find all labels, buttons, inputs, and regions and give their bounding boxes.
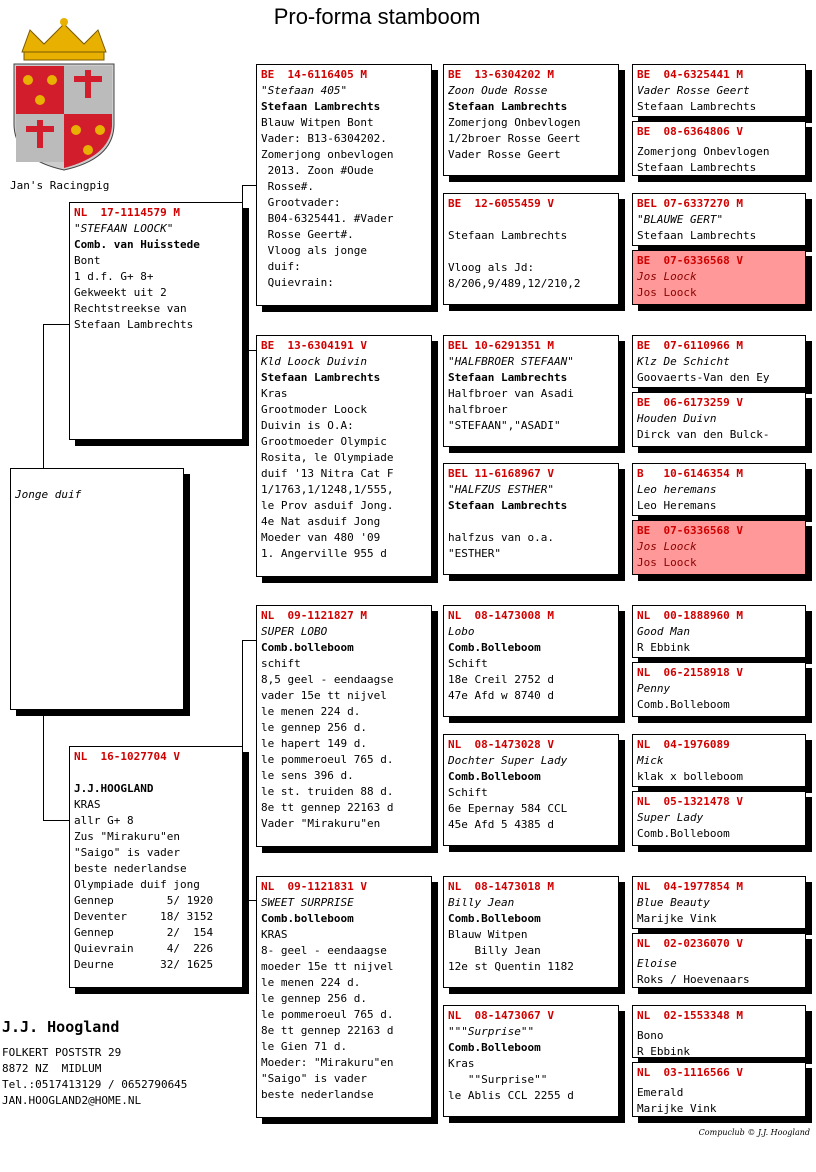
pigeon-name: Super Lady xyxy=(637,811,704,824)
note-line: "Saigo" is vader xyxy=(261,1072,367,1085)
connector xyxy=(436,130,437,230)
note-line: Olympiade duif jong xyxy=(74,878,200,891)
notes xyxy=(74,797,238,973)
note-line: 1. Angerville 955 d xyxy=(261,547,387,560)
owner-name: Comb.Bolleboom xyxy=(637,698,730,711)
pigeon-name: Kld Loock Duivin xyxy=(261,355,367,368)
pedigree-card-mmm xyxy=(443,1005,619,1117)
note-line: Rosse Geert#. xyxy=(261,228,354,241)
pedigree-card-fm xyxy=(256,335,432,577)
ring-number: BE 13-6304202 M xyxy=(448,68,554,81)
note-line: Grootmoeder Olympic xyxy=(261,435,387,448)
note-line: Gennep 5/ 1920 xyxy=(74,894,214,907)
note-line: Vader: B13-6304202. xyxy=(261,132,387,145)
note-line: le menen 224 d. xyxy=(261,705,361,718)
note-line: Schift xyxy=(448,657,488,670)
ring-number: NL 02-1553348 M xyxy=(637,1009,743,1022)
pigeon-name: "HALFZUS ESTHER" xyxy=(448,483,554,496)
note-line: Billy Jean xyxy=(448,944,541,957)
connector xyxy=(624,100,625,150)
note-line xyxy=(448,514,614,530)
notes xyxy=(448,115,614,163)
note-line: Kras xyxy=(448,1057,475,1070)
connector xyxy=(624,500,625,550)
pedigree-card-ffm xyxy=(443,193,619,305)
owner-name: R Ebbink xyxy=(637,641,690,654)
note-line: le st. truiden 88 d. xyxy=(261,785,394,798)
owner-name: Stefaan Lambrechts xyxy=(448,100,568,113)
pigeon-name: Zoon Oude Rosse xyxy=(448,84,548,97)
crest-caption: Jan's Racingpig xyxy=(10,179,110,192)
connector xyxy=(43,820,69,821)
ring-number: NL 09-1121827 M xyxy=(261,609,367,622)
ring-number: NL 02-0236070 V xyxy=(637,937,743,950)
note-line: Blauw Witpen Bont xyxy=(261,116,374,129)
pigeon-name: "Stefaan 405" xyxy=(261,84,348,97)
note-line: KRAS xyxy=(74,798,101,811)
note-line: Vloog als Jd: xyxy=(448,261,535,274)
notes xyxy=(448,656,614,704)
notes xyxy=(261,927,427,1103)
owner-name: Stefaan Lambrechts xyxy=(448,499,568,512)
owner-name: Jos Loock xyxy=(637,556,697,569)
note-line: Gennep 2/ 154 xyxy=(74,926,214,939)
pedigree-card-father xyxy=(69,202,243,440)
note-line: Schift xyxy=(448,786,488,799)
connector xyxy=(43,324,69,325)
note-line: halfzus van o.a. xyxy=(448,531,554,544)
note-line: 4e Nat asduif Jong xyxy=(261,515,381,528)
owner-name: Comb.Bolleboom xyxy=(448,770,541,783)
note-line: "ESTHER" xyxy=(448,547,501,560)
ring-number: BE 07-6336568 V xyxy=(637,254,743,267)
pedigree-card-mm xyxy=(256,876,432,1118)
pigeon-name: Eloise xyxy=(637,957,677,970)
note-line: Quievrain 4/ 226 xyxy=(74,942,214,955)
note-line: le pommeroeul 765 d. xyxy=(261,1008,394,1021)
note-line: moeder 15e tt nijvel xyxy=(261,960,394,973)
note-line: 2013. Zoon #Oude xyxy=(261,164,374,177)
connector xyxy=(242,640,243,750)
ring-number: NL 08-1473067 V xyxy=(448,1009,554,1022)
pedigree-card-mother xyxy=(69,746,243,988)
connector xyxy=(242,350,256,351)
owner-name: Roks / Hoevenaars xyxy=(637,973,750,986)
breeder-address xyxy=(2,1045,187,1109)
note-line: halfbroer xyxy=(448,403,508,416)
owner-name: Dirck van den Bulck- xyxy=(637,428,770,441)
owner-name: Stefaan Lambrechts xyxy=(637,161,757,174)
connector xyxy=(436,660,437,770)
owner-name: J.J.HOOGLAND xyxy=(74,782,154,795)
notes xyxy=(261,656,427,832)
note-line: "STEFAAN","ASADI" xyxy=(448,419,561,432)
notes xyxy=(448,1056,614,1104)
note-line: Rechtstreekse van xyxy=(74,302,187,315)
pigeon-name: Billy Jean xyxy=(448,896,515,909)
note-line: vader 15e tt nijvel xyxy=(261,689,387,702)
note-line: 47e Afd w 8740 d xyxy=(448,689,554,702)
owner-name: Marijke Vink xyxy=(637,1102,717,1115)
note-line: Zomerjong onbevlogen xyxy=(261,148,394,161)
ring-number: NL 03-1116566 V xyxy=(637,1066,743,1079)
note-line: Vloog als jonge xyxy=(261,244,367,257)
connector xyxy=(242,185,256,186)
pedigree-card-g14 xyxy=(632,933,806,988)
pedigree-card-g7 xyxy=(632,463,806,516)
pigeon-name: Mick xyxy=(637,754,664,767)
note-line: "Saigo" is vader xyxy=(74,846,180,859)
note-line: schift xyxy=(261,657,301,670)
notes xyxy=(448,785,614,833)
pigeon-name: Zomerjong Onbevlogen xyxy=(637,145,770,158)
note-line: le gennep 256 d. xyxy=(261,992,367,1005)
owner-name: Marijke Vink xyxy=(637,912,717,925)
note-line: Kras xyxy=(261,387,288,400)
note-line: Zus "Mirakuru"en xyxy=(74,830,180,843)
subject-card xyxy=(10,468,184,710)
owner-name: klak x bolleboom xyxy=(637,770,743,783)
ring-number: NL 04-1976089 xyxy=(637,738,730,751)
pedigree-card-g10 xyxy=(632,662,806,717)
note-line: JAN.HOOGLAND2@HOME.NL xyxy=(2,1094,142,1107)
connector xyxy=(436,390,437,510)
note-line: le Prov asduif Jong. xyxy=(261,499,394,512)
ring-number: NL 17-1114579 M xyxy=(74,206,180,219)
owner-name: Comb.bolleboom xyxy=(261,912,354,925)
note-line: le pommeroeul 765 d. xyxy=(261,753,394,766)
pedigree-card-g4 xyxy=(632,250,806,305)
ring-number: NL 08-1473008 M xyxy=(448,609,554,622)
ring-number: BE 13-6304191 V xyxy=(261,339,367,352)
note-line: 8872 NZ MIDLUM xyxy=(2,1062,102,1075)
copyright: Compuclub © J.J. Hoogland xyxy=(698,1128,810,1137)
note-line: B04-6325441. #Vader xyxy=(261,212,394,225)
pigeon-name: SUPER LOBO xyxy=(261,625,328,638)
connector xyxy=(436,930,437,1040)
note-line: ""Surprise"" xyxy=(448,1073,548,1086)
note-line: le Gien 71 d. xyxy=(261,1040,348,1053)
notes xyxy=(448,514,614,562)
note-line: Zomerjong Onbevlogen xyxy=(448,116,581,129)
note-line: Stefaan Lambrechts xyxy=(448,229,568,242)
note-line: Tel.:0517413129 / 0652790645 xyxy=(2,1078,188,1091)
connector xyxy=(624,910,625,960)
note-line: Vader "Mirakuru"en xyxy=(261,817,381,830)
pigeon-name: SWEET SURPRISE xyxy=(261,896,354,909)
pedigree-card-ff xyxy=(256,64,432,306)
pigeon-name: Vader Rosse Geert xyxy=(637,84,750,97)
owner-name: Stefaan Lambrechts xyxy=(448,371,568,384)
ring-number: NL 06-2158918 V xyxy=(637,666,743,679)
pigeon-name: "BLAUWE GERT" xyxy=(637,213,724,226)
note-line: Bont xyxy=(74,254,101,267)
note-line: Quievrain: xyxy=(261,276,334,289)
ring-number: NL 05-1321478 V xyxy=(637,795,743,808)
pigeon-name: "STEFAAN LOOCK" xyxy=(74,222,174,235)
note-line: 8- geel - eendaagse xyxy=(261,944,387,957)
ring-number: NL 04-1977854 M xyxy=(637,880,743,893)
ring-number: BE 04-6325441 M xyxy=(637,68,743,81)
note-line: 1 d.f. G+ 8+ xyxy=(74,270,154,283)
ring-number: BE 07-6110966 M xyxy=(637,339,743,352)
owner-name: Comb.Bolleboom xyxy=(637,827,730,840)
pigeon-name: Jos Loock xyxy=(637,270,697,283)
connector xyxy=(624,225,625,275)
note-line: 45e Afd 5 4385 d xyxy=(448,818,554,831)
ring-number: BE 14-6116405 M xyxy=(261,68,367,81)
breeder-name: J.J. Hoogland xyxy=(2,1018,120,1036)
note-line: 6e Epernay 584 CCL xyxy=(448,802,568,815)
connector xyxy=(43,324,44,468)
pedigree-card-g9 xyxy=(632,605,806,658)
pedigree-card-fmm xyxy=(443,463,619,575)
note-line: le sens 396 d. xyxy=(261,769,354,782)
pigeon-name: Blue Beauty xyxy=(637,896,710,909)
connector xyxy=(624,640,625,690)
owner-name: Goovaerts-Van den Ey xyxy=(637,371,770,384)
owner-name: Comb.bolleboom xyxy=(261,641,354,654)
note-line: 8e tt gennep 22163 d xyxy=(261,801,394,814)
pedigree-card-g12 xyxy=(632,791,806,846)
note-line: Vader Rosse Geert xyxy=(448,148,561,161)
note-line: 1/1763,1/1248,1/555, xyxy=(261,483,394,496)
note-line: Grootmoder Loock xyxy=(261,403,367,416)
note-line: 8,5 geel - eendaagse xyxy=(261,673,394,686)
note-line: le gennep 256 d. xyxy=(261,721,367,734)
note-line: Blauw Witpen xyxy=(448,928,528,941)
pedigree-card-g2 xyxy=(632,121,806,176)
connector xyxy=(43,710,44,820)
ring-number: BEL 07-6337270 M xyxy=(637,197,743,210)
owner-name: Leo Heremans xyxy=(637,499,717,512)
pigeon-name: Dochter Super Lady xyxy=(448,754,568,767)
pigeon-name: Jos Loock xyxy=(637,540,697,553)
note-line: duif '13 Nitra Cat F xyxy=(261,467,394,480)
note-line: Duivin is O.A: xyxy=(261,419,354,432)
pedigree-card-g3 xyxy=(632,193,806,246)
ring-number: NL 00-1888960 M xyxy=(637,609,743,622)
ring-number: BE 12-6055459 V xyxy=(448,197,554,210)
note-line: allr G+ 8 xyxy=(74,814,134,827)
note-line: 8e tt gennep 22163 d xyxy=(261,1024,394,1037)
ring-number: NL 08-1473018 M xyxy=(448,880,554,893)
owner-name: Stefaan Lambrechts xyxy=(637,229,757,242)
notes xyxy=(261,115,427,291)
pedigree-card-g1 xyxy=(632,64,806,117)
ring-number: NL 09-1121831 V xyxy=(261,880,367,893)
note-line: KRAS xyxy=(261,928,288,941)
pedigree-card-g16 xyxy=(632,1062,806,1117)
pigeon-name: Good Man xyxy=(637,625,690,638)
pedigree-card-mf xyxy=(256,605,432,847)
ring-number: BE 06-6173259 V xyxy=(637,396,743,409)
note-line: Rosse#. xyxy=(261,180,314,193)
page-title: Pro-forma stamboom xyxy=(273,4,481,29)
note-line: le Ablis CCL 2255 d xyxy=(448,1089,574,1102)
notes xyxy=(448,927,614,975)
pedigree-card-g13 xyxy=(632,876,806,929)
owner-name: Stefaan Lambrechts xyxy=(261,100,381,113)
note-line: Deventer 18/ 3152 xyxy=(74,910,214,923)
ring-number: BEL 11-6168967 V xyxy=(448,467,554,480)
note-line: Deurne 32/ 1625 xyxy=(74,958,214,971)
note-line: beste nederlandse xyxy=(261,1088,374,1101)
pedigree-card-mmf xyxy=(443,876,619,988)
note-line: Stefaan Lambrechts xyxy=(74,318,194,331)
pigeon-name: Lobo xyxy=(448,625,475,638)
note-line xyxy=(448,244,614,260)
notes xyxy=(448,386,614,434)
ring-number: NL 08-1473028 V xyxy=(448,738,554,751)
notes xyxy=(261,386,427,562)
note-line: Moeder: "Mirakuru"en xyxy=(261,1056,394,1069)
pedigree-card-g6 xyxy=(632,392,806,447)
pedigree-card-g15 xyxy=(632,1005,806,1058)
note-line: Grootvader: xyxy=(261,196,341,209)
ring-number: B 10-6146354 M xyxy=(637,467,743,480)
pedigree-card-fff xyxy=(443,64,619,176)
note-line: Halfbroer van Asadi xyxy=(448,387,574,400)
pigeon-name: Houden Duivn xyxy=(637,412,717,425)
owner-name: R Ebbink xyxy=(637,1045,690,1058)
owner-name: Stefaan Lambrechts xyxy=(637,100,757,113)
pedigree-card-g8 xyxy=(632,520,806,575)
connector xyxy=(624,770,625,820)
pigeon-name: Penny xyxy=(637,682,671,695)
ring-number: BEL 10-6291351 M xyxy=(448,339,554,352)
pedigree-card-mfm xyxy=(443,734,619,846)
note-line: Rosita, le Olympiade xyxy=(261,451,394,464)
note-line: 12e st Quentin 1182 xyxy=(448,960,574,973)
pigeon-name: "HALFBROER STEFAAN" xyxy=(448,355,574,368)
note-line: duif: xyxy=(261,260,301,273)
notes xyxy=(74,253,238,333)
pigeon-name: Leo heremans xyxy=(637,483,717,496)
owner-name: Comb.Bolleboom xyxy=(448,1041,541,1054)
pedigree-card-fmf xyxy=(443,335,619,447)
pigeon-name: Klz De Schicht xyxy=(637,355,730,368)
connector xyxy=(624,370,625,420)
connector xyxy=(242,640,256,641)
note-line: Moeder van 480 '09 xyxy=(261,531,381,544)
owner-name: Comb.Bolleboom xyxy=(448,912,541,925)
owner-name: Comb.Bolleboom xyxy=(448,641,541,654)
ring-number: BE 08-6364806 V xyxy=(637,125,743,138)
pedigree-card-mff xyxy=(443,605,619,717)
note-line: beste nederlandse xyxy=(74,862,187,875)
note-line: le hapert 149 d. xyxy=(261,737,367,750)
subject-label: Jonge duif xyxy=(15,488,82,501)
owner-name: Jos Loock xyxy=(637,286,697,299)
connector xyxy=(624,1040,625,1090)
note-line: 1/2broer Rosse Geert xyxy=(448,132,581,145)
pigeon-name: Emerald xyxy=(637,1086,684,1099)
ring-number: BE 07-6336568 V xyxy=(637,524,743,537)
owner-name: Stefaan Lambrechts xyxy=(261,371,381,384)
note-line: 18e Creil 2752 d xyxy=(448,673,554,686)
owner-name: Comb. van Huisstede xyxy=(74,238,200,251)
connector xyxy=(242,900,256,901)
coat-of-arms-icon xyxy=(8,14,120,174)
pigeon-name: """Surprise"" xyxy=(448,1025,535,1038)
ring-number: NL 16-1027704 V xyxy=(74,750,180,763)
pigeon-name: Bono xyxy=(637,1029,664,1042)
pedigree-card-g5 xyxy=(632,335,806,388)
notes xyxy=(448,228,614,292)
pedigree-card-g11 xyxy=(632,734,806,787)
note-line: le menen 224 d. xyxy=(261,976,361,989)
note-line: 8/206,9/489,12/210,2 xyxy=(448,277,581,290)
note-line: Gekweekt uit 2 xyxy=(74,286,167,299)
note-line: FOLKERT POSTSTR 29 xyxy=(2,1046,122,1059)
